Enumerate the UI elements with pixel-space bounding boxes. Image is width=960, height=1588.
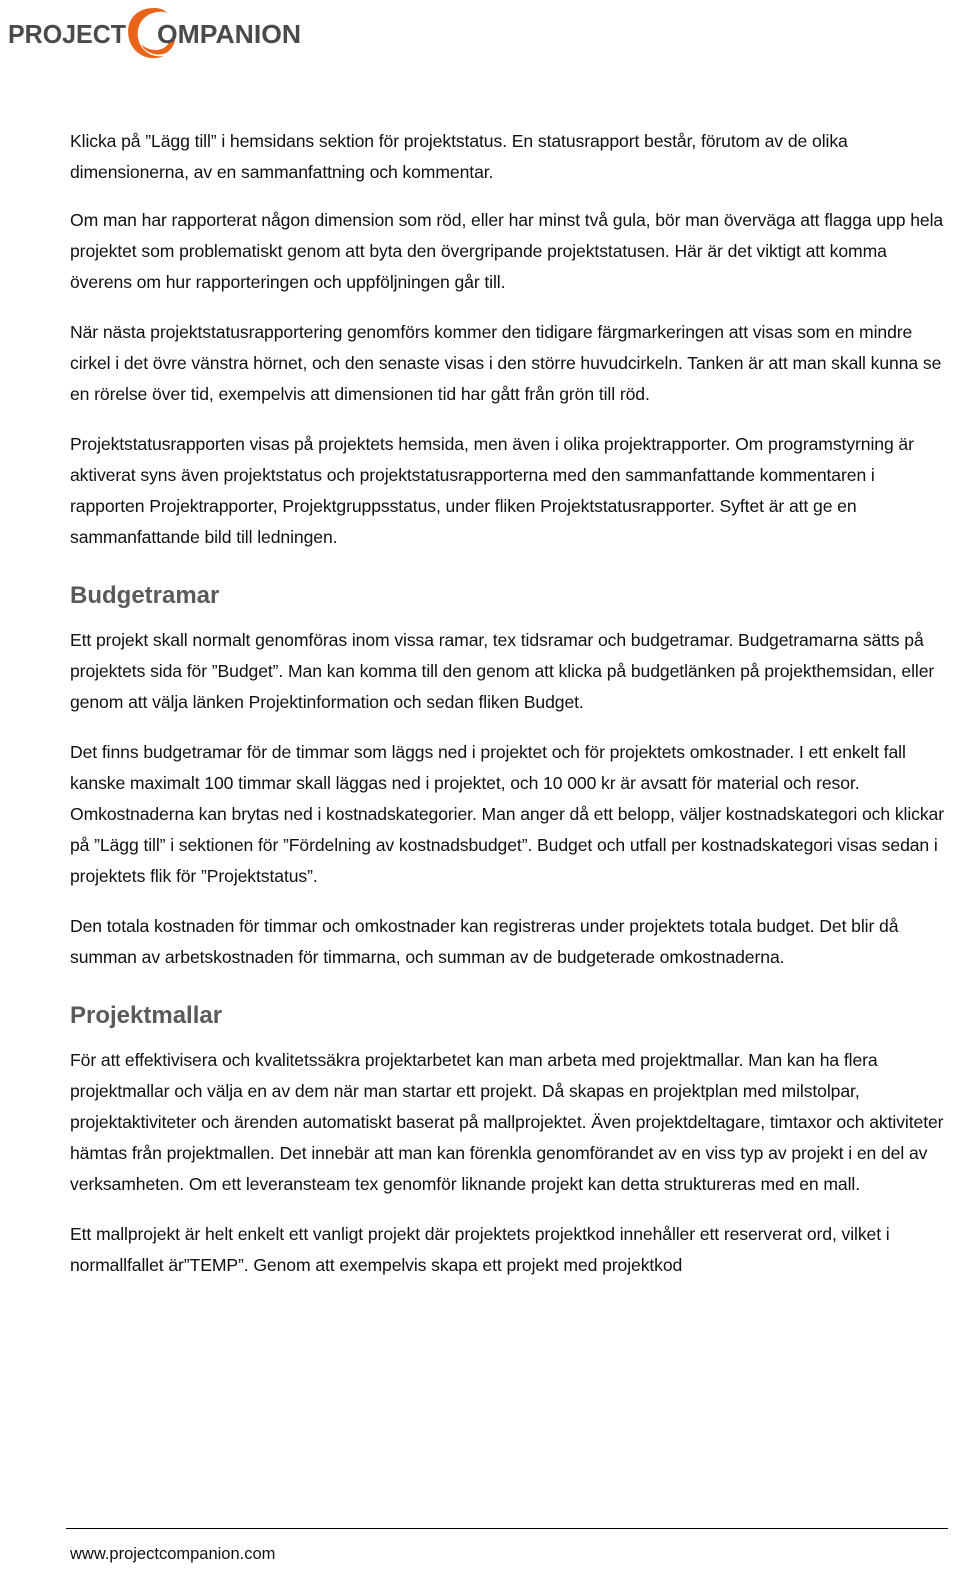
paragraph: Klicka på ”Lägg till” i hemsidans sektion för projektstatus. En statusrapport består, förutom av de olika dimensionerna, av en sammanfattning och kommentar. (70, 131, 848, 182)
paragraph: För att effektivisera och kvalitetssäkra projektarbetet kan man arbeta med projektmallar. Man kan ha flera projektmallar och välja en av dem när man startar ett projekt. Då skapas en projektplan med milstolpar, projektaktiviteter och ärenden automatiskt baserat på mallprojektet. Även projektdeltagare, timtaxor och aktiviteter hämtas från projektmallen. Det innebär att man kan förenkla genomförandet av en viss typ av projekt i en del av verksamheten. Om ett leveransteam tex genomför liknande projekt kan detta struktureras med en mall. (70, 1050, 944, 1194)
paragraph: Det finns budgetramar för de timmar som läggs ned i projektet och för projektets omkostnader. I ett enkelt fall kanske maximalt 100 timmar skall läggas ned i projektet, och 10 000 kr är avsatt för material och resor. Omkostnaderna kan brytas ned i kostnadskategorier. Man anger då ett belopp, väljer kostnadskategori och klickar på ”Lägg till” i sektionen för ”Fördelning av kostnadsbudget”. Budget och utfall per kostnadskategori visas sedan i projektets flik för ”Projektstatus”. (70, 742, 944, 886)
project-companion-logo (4, 0, 304, 66)
section-heading-projektmallar: Projektmallar (70, 1002, 223, 1029)
paragraph: Ett mallprojekt är helt enkelt ett vanligt projekt där projektets projektkod innehåller ett reserverat ord, vilket i normallfallet är”TEMP”. Genom att exempelvis skapa ett projekt med projektkod (70, 1224, 890, 1275)
footer-url-link[interactable]: www.projectcompanion.com (70, 1545, 276, 1563)
svg-text:PROJECT: PROJECT (8, 21, 127, 49)
footer-divider (66, 1528, 948, 1529)
paragraph: Projektstatusrapporten visas på projektets hemsida, men även i olika projektrapporter. Om programstyrning är aktiverat syns även projektstatus och projektstatusrapporterna med den sammanfattande kommentaren i rapporten Projektrapporter, Projektgruppsstatus, under fliken Projektstatusrapporter. Syftet är att ge en sammanfattande bild till ledningen. (70, 434, 914, 547)
paragraph: Den totala kostnaden för timmar och omkostnader kan registreras under projektets totala budget. Det blir då summan av arbetskostnaden för timmarna, och summan av de budgeterade omkostnaderna. (70, 916, 899, 967)
svg-text:OMPANION: OMPANION (157, 21, 301, 49)
paragraph: När nästa projektstatusrapportering genomförs kommer den tidigare färgmarkeringen att visas som en mindre cirkel i det övre vänstra hörnet, och den senaste visas i den större huvudcirkeln. Tanken är att man skall kunna se en rörelse över tid, exempelvis att dimensionen tid har gått från grön till röd. (70, 322, 942, 404)
section-heading-budgetramar: Budgetramar (70, 582, 220, 609)
document-body (70, 126, 950, 1300)
paragraph: Om man har rapporterat någon dimension som röd, eller har minst två gula, bör man överväga att flagga upp hela projektet som problematiskt genom att byta den övergripande projektstatusen. Här är det viktigt att komma överens om hur rapporteringen och uppföljningen går till. (70, 210, 944, 292)
paragraph: Ett projekt skall normalt genomföras inom vissa ramar, tex tidsramar och budgetramar. Budgetramarna sätts på projektets sida för ”Budget”. Man kan komma till den genom att klicka på budgetlänken på projekthemsidan, eller genom att välja länken Projektinformation och sedan fliken Budget. (70, 630, 935, 712)
